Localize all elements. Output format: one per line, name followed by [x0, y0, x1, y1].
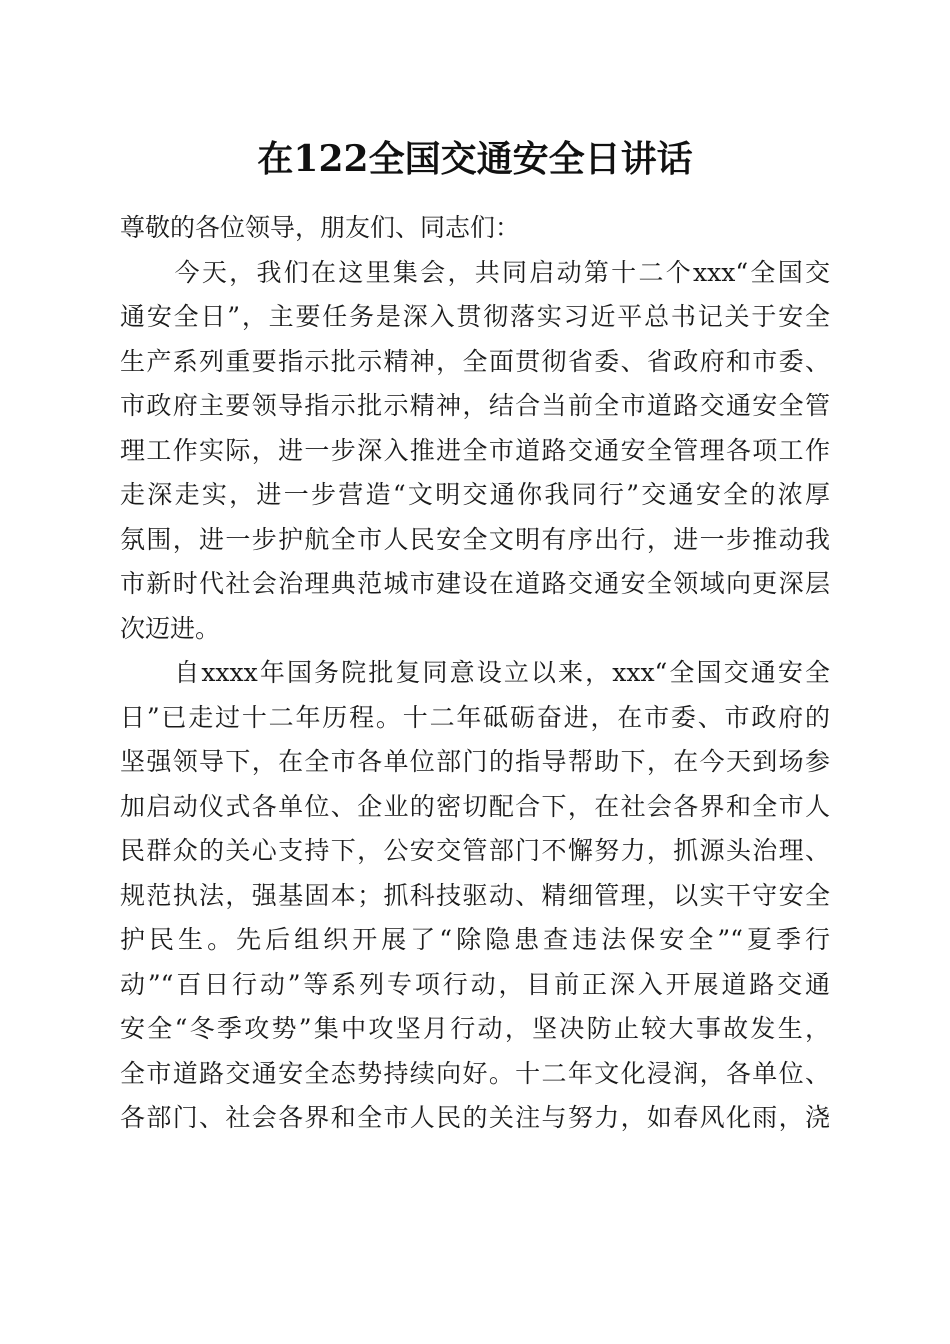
paragraph-line: 今天，我们在这里集会，共同启动第十二个xxx“全国交: [120, 257, 830, 287]
paragraph-line: 各部门、社会各界和全市人民的关注与努力，如春风化雨，浇: [120, 1103, 830, 1132]
paragraph-line: 动”“百日行动”等系列专项行动，目前正深入开展道路交通: [120, 969, 830, 999]
paragraph-line: 全市道路交通安全态势持续向好。十二年文化浸润，各单位、: [120, 1058, 830, 1088]
paragraph-line: 安全“冬季攻势”集中攻坚月行动，坚决防止较大事故发生，: [120, 1014, 830, 1043]
paragraph-line: 走深走实，进一步营造“文明交通你我同行”交通安全的浓厚: [120, 480, 830, 509]
paragraph-line: 日”已走过十二年历程。十二年砥砺奋进，在市委、市政府的: [120, 702, 830, 732]
paragraph-2: [120, 651, 830, 1141]
paragraph-line: 市政府主要领导指示批示精神，结合当前全市道路交通安全管: [120, 391, 830, 420]
paragraph-line: 护民生。先后组织开展了“除隐患查违法保安全”“夏季行: [120, 925, 830, 954]
paragraph-line: 坚强领导下，在全市各单位部门的指导帮助下，在今天到场参: [120, 747, 830, 776]
paragraph-line: 通安全日”，主要任务是深入贯彻落实习近平总书记关于安全: [120, 302, 830, 331]
paragraph-line: 加启动仪式各单位、企业的密切配合下，在社会各界和全市人: [120, 791, 830, 821]
paragraph-line: 次迈进。: [120, 613, 221, 643]
paragraph-line: 理工作实际，进一步深入推进全市道路交通安全管理各项工作: [120, 435, 830, 465]
paragraph-line: 市新时代社会治理典范城市建设在道路交通安全领域向更深层: [120, 569, 830, 598]
document-title: 在122全国交通安全日讲话: [257, 138, 693, 180]
paragraph-line: 规范执法，强基固本；抓科技驱动、精细管理，以实干守安全: [120, 880, 830, 910]
document-body: [120, 206, 830, 1141]
paragraph-line: 民群众的关心支持下，公安交管部门不懈努力，抓源头治理、: [120, 836, 830, 865]
salutation: 尊敬的各位领导，朋友们、同志们：: [120, 213, 521, 242]
paragraph-line: 生产系列重要指示批示精神，全面贯彻省委、省政府和市委、: [120, 346, 830, 376]
paragraph-1: [120, 251, 830, 652]
paragraph-line: 氛围，进一步护航全市人民安全文明有序出行，进一步推动我: [120, 524, 830, 554]
paragraph-line: 自xxxx年国务院批复同意设立以来，xxx“全国交通安全: [120, 658, 830, 687]
